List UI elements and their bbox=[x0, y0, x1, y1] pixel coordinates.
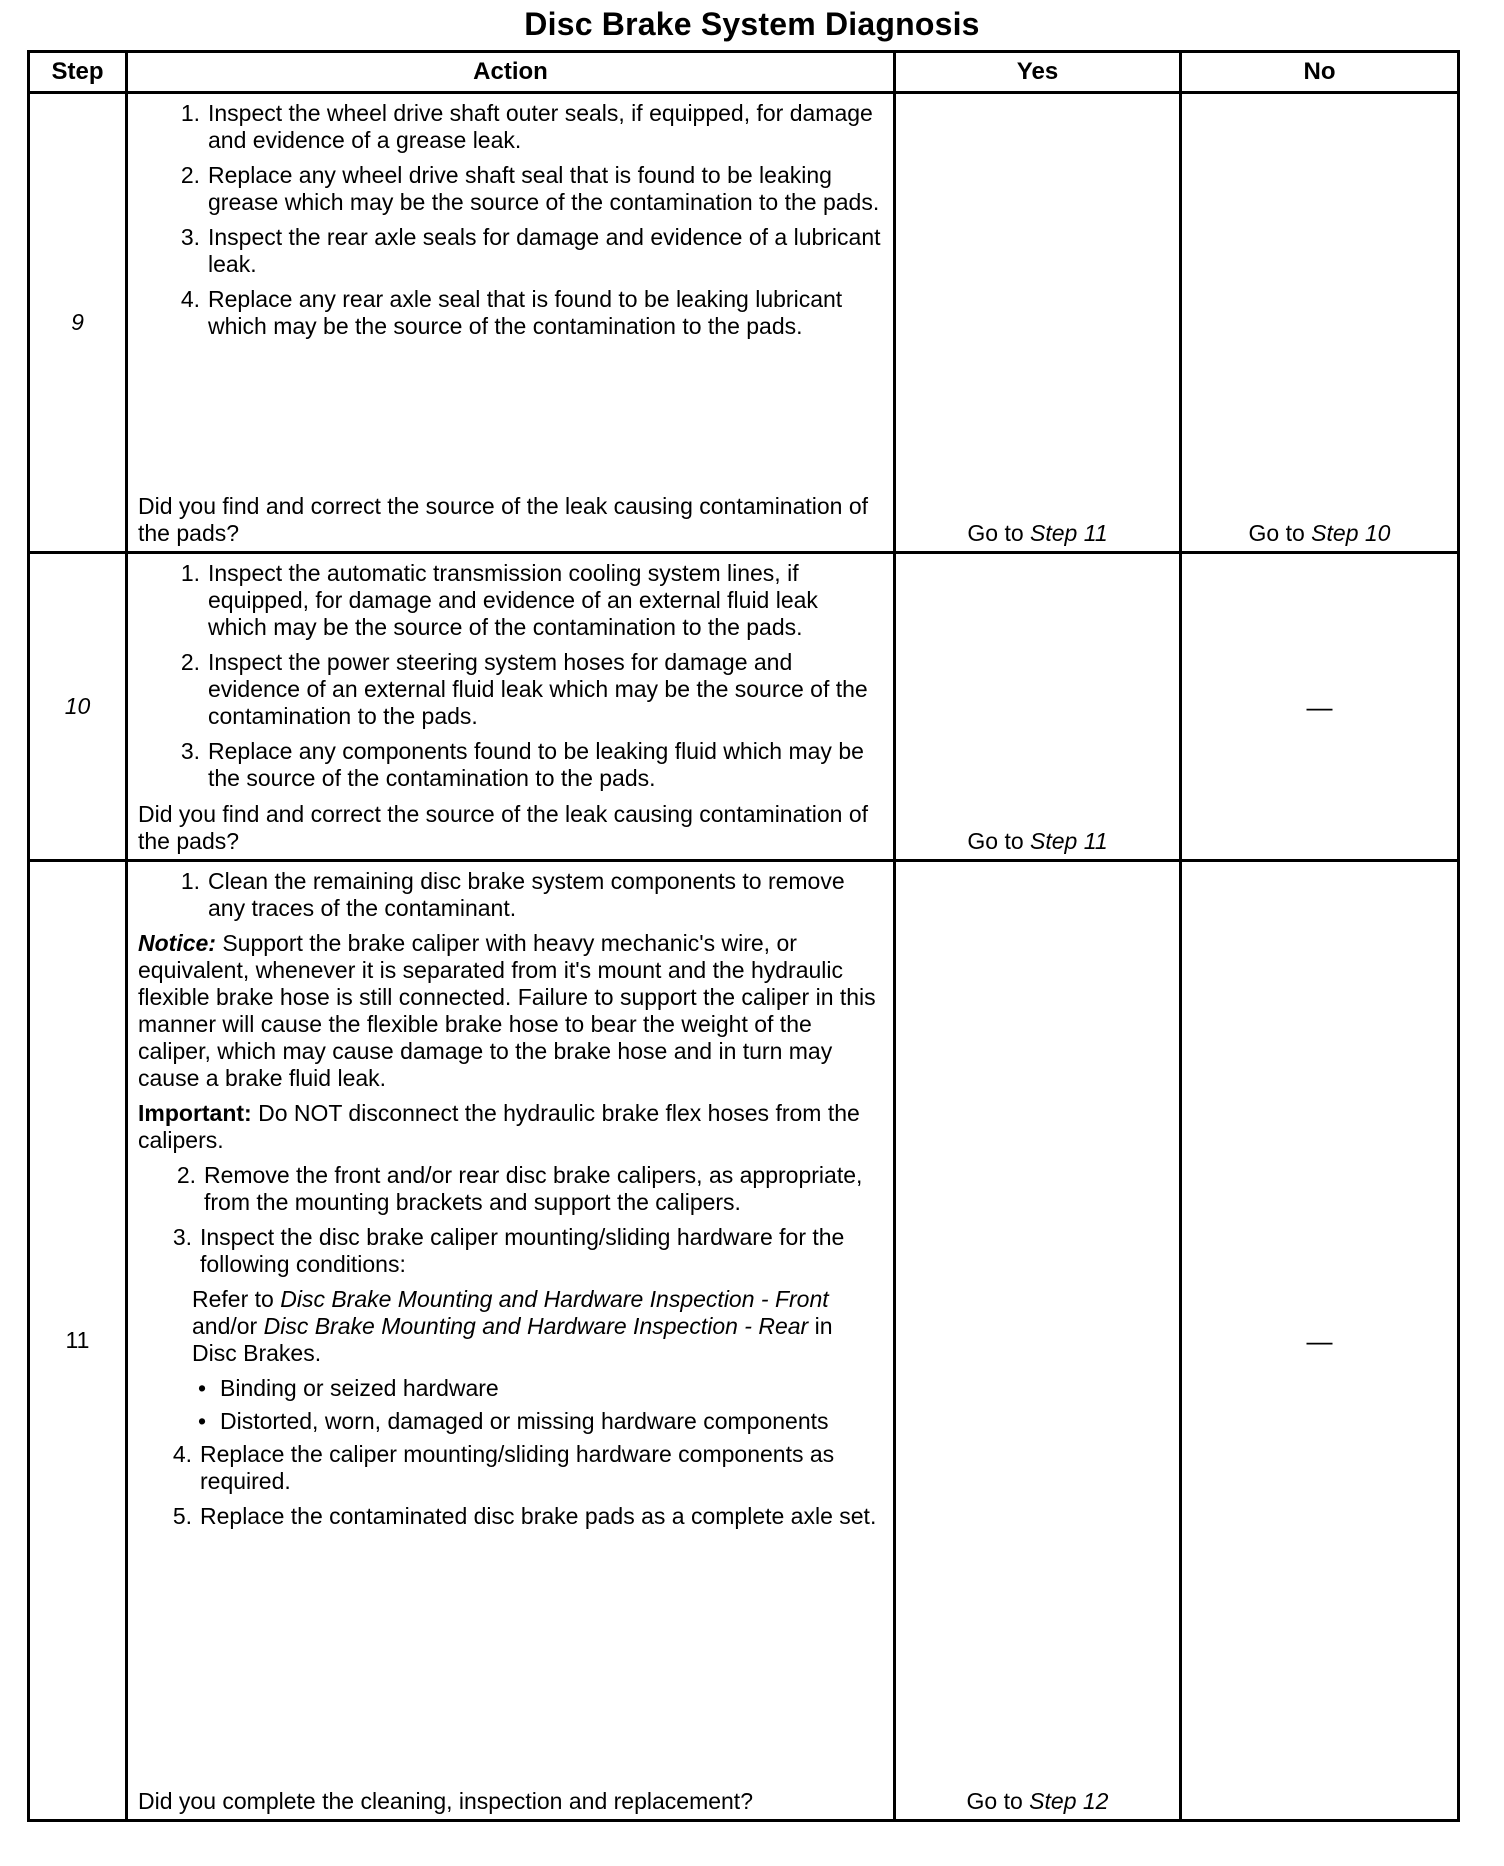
yes-cell: Go to Step 12 bbox=[895, 861, 1181, 1821]
list-item: 4. Replace any rear axle seal that is found to be leaking lubricant which may be the source of the contamination to the pads. bbox=[180, 286, 843, 339]
step-link: Step 11 bbox=[1030, 828, 1108, 854]
step-number: 10 bbox=[29, 553, 127, 861]
step-link: Step 10 bbox=[1311, 520, 1391, 546]
bullet-icon: • bbox=[198, 1408, 207, 1434]
header-no: No bbox=[1181, 52, 1459, 93]
dash: — bbox=[1306, 691, 1333, 722]
bullet-item: • Distorted, worn, damaged or missing hardware components bbox=[198, 1408, 829, 1434]
list-item: 3. Inspect the rear axle seals for damage and evidence of a lubricant leak. bbox=[180, 224, 881, 277]
yes-cell: Go to Step 11 bbox=[895, 553, 1181, 861]
question-text: Did you complete the cleaning, inspection and replacement? bbox=[138, 1788, 753, 1814]
header-yes: Yes bbox=[895, 52, 1181, 93]
step-number: 9 bbox=[29, 93, 127, 553]
header-action: Action bbox=[127, 52, 895, 93]
important-label: Important: bbox=[138, 1100, 252, 1126]
action-cell bbox=[127, 93, 895, 553]
list-item: 1. Clean the remaining disc brake system components to remove any traces of the contaminant. bbox=[180, 868, 845, 921]
action-cell bbox=[127, 553, 895, 861]
action-cell bbox=[127, 861, 895, 1821]
list-item: 3. Inspect the disc brake caliper mounting/sliding hardware for the following conditions: bbox=[172, 1224, 845, 1277]
list-item: 1. Inspect the automatic transmission cooling system lines, if equipped, for damage and evidence of an external fluid leak which may be the source of the contamination to the pads. bbox=[180, 560, 818, 640]
question-text: Did you find and correct the source of the leak causing contamination of the pads? bbox=[138, 493, 869, 546]
bullet-item: • Binding or seized hardware bbox=[198, 1375, 499, 1401]
notice-paragraph: Notice: Support the brake caliper with heavy mechanic's wire, or equivalent, whenever it is separated from it's mount and the hydraulic flexible brake hose is still connected. Failure to support the caliper in this manner will cause the flexible brake hose to bear the weight of the caliper, which may cause damage to the brake hose and in turn may cause a brake fluid leak. bbox=[138, 930, 876, 1091]
yes-cell: Go to Step 11 bbox=[895, 93, 1181, 553]
refer-paragraph: Refer to Disc Brake Mounting and Hardware Inspection - Front and/or Disc Brake Mounting and Hardware Inspection - Rear in Disc Brakes. bbox=[192, 1286, 833, 1366]
list-item: 2. Remove the front and/or rear disc brake calipers, as appropriate, from the mounting brackets and support the calipers. bbox=[176, 1162, 863, 1215]
header-step: Step bbox=[29, 52, 127, 93]
list-item: 4. Replace the caliper mounting/sliding hardware components as required. bbox=[172, 1441, 835, 1494]
list-item: 3. Replace any components found to be leaking fluid which may be the source of the contamination to the pads. bbox=[180, 738, 864, 791]
diagnosis-table bbox=[27, 50, 1460, 1822]
list-item: 1. Inspect the wheel drive shaft outer seals, if equipped, for damage and evidence of a grease leak. bbox=[180, 100, 873, 153]
table-row-step-10 bbox=[29, 553, 1459, 861]
step-number: 11 bbox=[29, 861, 127, 1821]
bullet-icon: • bbox=[198, 1375, 207, 1401]
reference-link: Disc Brake Mounting and Hardware Inspection - Rear bbox=[263, 1313, 809, 1339]
reference-link: Disc Brake Mounting and Hardware Inspection - Front bbox=[280, 1286, 829, 1312]
list-item: 2. Inspect the power steering system hoses for damage and evidence of an external fluid leak which may be the source of the contamination to the pads. bbox=[180, 649, 868, 729]
list-item: 5. Replace the contaminated disc brake pads as a complete axle set. bbox=[172, 1503, 877, 1529]
header-row bbox=[29, 52, 1459, 93]
no-cell: Go to Step 10 bbox=[1181, 93, 1459, 553]
notice-label: Notice: bbox=[138, 930, 216, 956]
page-title: Disc Brake System Diagnosis bbox=[524, 6, 980, 42]
question-text: Did you find and correct the source of the leak causing contamination of the pads? bbox=[138, 801, 869, 854]
dash: — bbox=[1306, 1325, 1333, 1356]
no-cell bbox=[1181, 553, 1459, 861]
no-cell bbox=[1181, 861, 1459, 1821]
step-link: Step 11 bbox=[1030, 520, 1108, 546]
table-row-step-9 bbox=[29, 93, 1459, 553]
table-row-step-11 bbox=[29, 861, 1459, 1821]
important-paragraph: Important: Do NOT disconnect the hydraulic brake flex hoses from the calipers. bbox=[138, 1100, 860, 1153]
list-item: 2. Replace any wheel drive shaft seal that is found to be leaking grease which may be the source of the contamination to the pads. bbox=[180, 162, 880, 215]
step-link: Step 12 bbox=[1029, 1788, 1109, 1814]
